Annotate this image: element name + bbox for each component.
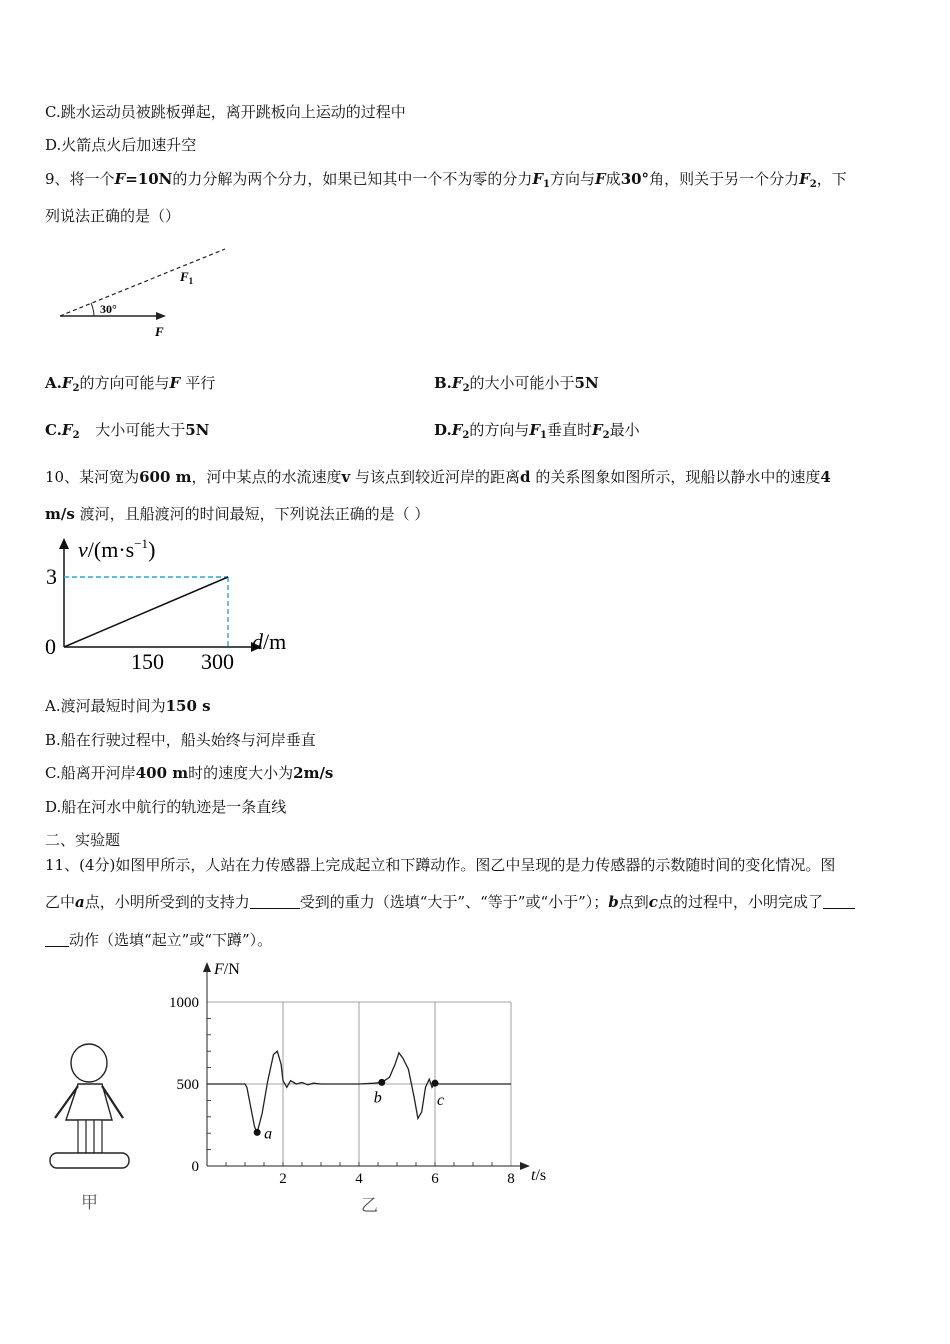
q10-option-d: D.船在河水中航行的轨迹是一条直线 xyxy=(45,798,287,816)
q9-stem-line2: 列说法正确的是（） xyxy=(45,207,181,225)
point-label-c: c xyxy=(437,1092,445,1110)
x-axis-label: d/m xyxy=(252,629,287,654)
point-a xyxy=(254,1129,261,1136)
fig-caption-jia: 甲 xyxy=(81,1193,98,1212)
head xyxy=(71,1044,107,1082)
y-axis-label: F/N xyxy=(214,961,240,978)
x-tick-150: 150 xyxy=(131,649,164,674)
q9-option-b: $B.F_2$的大小可能小于5N xyxy=(434,374,599,394)
y-axis-arrow xyxy=(203,962,211,972)
q9-stem-line1: 9、将一个F=10N的力分解为两个分力，如果已知其中一个不为零的分力$F_1$方向与F成30°角，则关于另一个分力$F_2$，下 xyxy=(45,170,847,190)
f-arrowhead xyxy=(156,312,166,320)
f1-label: $F_1$ xyxy=(180,269,194,286)
q11-blank-2a[interactable] xyxy=(823,894,855,909)
q11-force-time-graph xyxy=(150,958,560,1218)
y-tick-3: 3 xyxy=(46,564,57,589)
q10-option-b: B.船在行驶过程中，船头始终与河岸垂直 xyxy=(45,731,316,749)
q10-velocity-graph xyxy=(40,535,310,680)
x-tick-label: 8 xyxy=(507,1171,515,1187)
q11-person-figure xyxy=(40,1040,140,1220)
fig-caption-yi: 乙 xyxy=(361,1196,378,1215)
legs xyxy=(78,1120,102,1153)
q11-stem-line3: 动作（选填“起立”或“下蹲”）。 xyxy=(45,930,272,950)
x-tick-300: 300 xyxy=(201,649,234,674)
y-tick-label: 1000 xyxy=(169,995,199,1011)
point-label-a: a xyxy=(264,1125,273,1143)
q11-blank-2b[interactable] xyxy=(45,932,69,947)
x-tick-label: 6 xyxy=(431,1171,439,1187)
q11-stem-line2: 乙中a点，小明所受到的支持力 受到的重力（选填“大于”、“等于”或“小于”）；b点到c点的过程中，小明完成了 xyxy=(45,892,855,912)
f-label: F xyxy=(155,324,164,339)
y-axis-arrow xyxy=(59,538,69,549)
point-label-b: b xyxy=(373,1089,382,1107)
q9-force-diagram xyxy=(55,240,235,340)
y-tick-label: 500 xyxy=(176,1077,199,1093)
q10-stem-line1: 10、某河宽为600 m，河中某点的水流速度v 与该点到较近河岸的距离d 的关系图象如图所示，现船以静水中的速度4 xyxy=(45,468,831,486)
section-title: 二、实验题 xyxy=(45,831,121,849)
point-c xyxy=(432,1080,439,1087)
q10-option-a: A.渡河最短时间为150 s xyxy=(45,697,211,715)
x-tick-label: 2 xyxy=(279,1171,287,1187)
q11-stem-line1: 11、(4分)如图甲所示，人站在力传感器上完成起立和下蹲动作。图乙中呈现的是力传感器的示数随时间的变化情况。图 xyxy=(45,856,836,874)
angle-label: 30° xyxy=(100,302,117,316)
q9-option-c: $C.F_2$ 大小可能大于5N xyxy=(45,421,210,441)
q10-option-c: C.船离开河岸400 m时的速度大小为2m/s xyxy=(45,764,334,782)
q9-option-d: $D.F_2$的方向与$F_1$垂直时$F_2$最小 xyxy=(434,421,640,441)
q11-blank-1[interactable] xyxy=(250,894,300,909)
q8-option-c: C.跳水运动员被跳板弹起，离开跳板向上运动的过程中 xyxy=(45,103,406,121)
x-axis-label: t/s xyxy=(531,1167,547,1184)
velocity-line xyxy=(64,577,228,647)
x-axis-arrow xyxy=(520,1162,530,1170)
y-tick-label: 0 xyxy=(191,1159,199,1175)
origin-label: 0 xyxy=(45,634,56,659)
q8-option-d: D.火箭点火后加速升空 xyxy=(45,136,197,154)
x-tick-label: 4 xyxy=(355,1171,363,1187)
f1-dashed-line xyxy=(60,249,225,316)
angle-arc xyxy=(91,303,94,316)
q9-option-a: $A.F_2$的方向可能与F 平行 xyxy=(45,374,216,394)
force-sensor-plate xyxy=(50,1153,129,1168)
q10-stem-line2: m/s 渡河，且船渡河的时间最短，下列说法正确的是（ ） xyxy=(45,505,430,523)
y-axis-label: $v/(m\cdot s^{-1})$ xyxy=(78,536,156,562)
point-b xyxy=(378,1079,385,1086)
